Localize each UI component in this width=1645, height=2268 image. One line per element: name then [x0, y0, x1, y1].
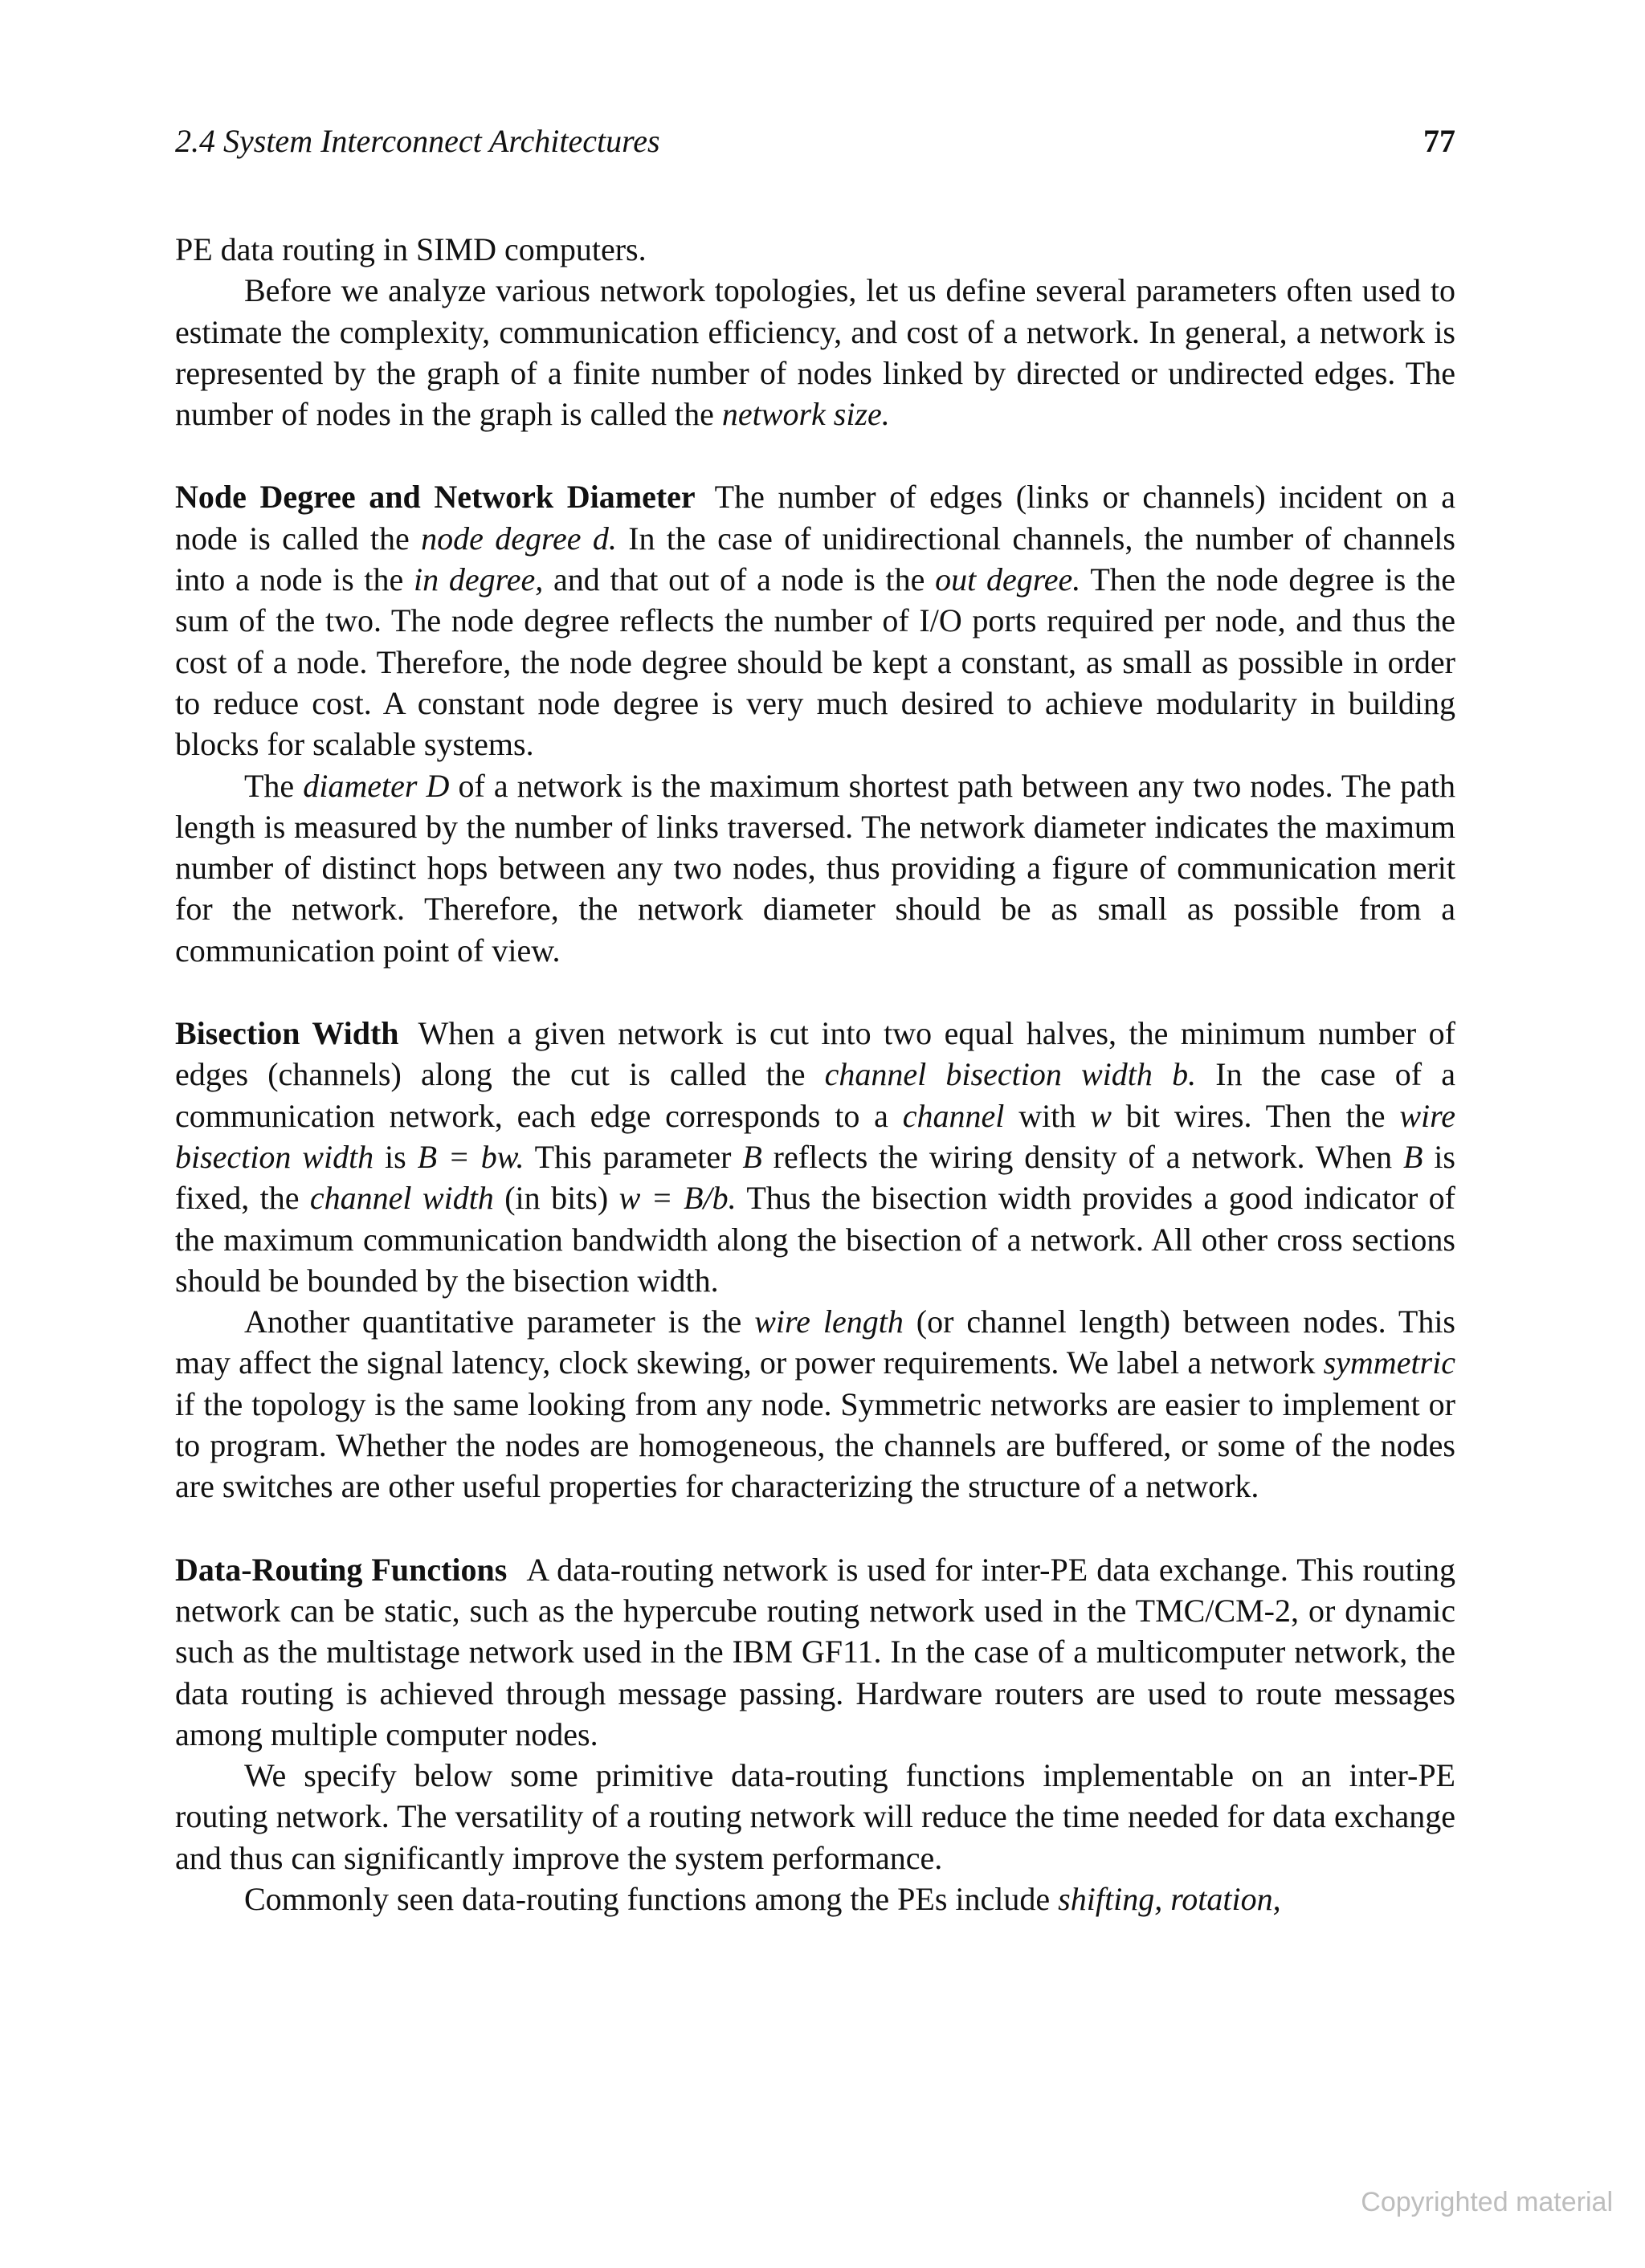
text-run: Commonly seen data-routing functions among the PEs include	[244, 1880, 1059, 1917]
page-number: 77	[1423, 123, 1455, 159]
paragraph	[175, 1301, 1455, 1507]
text-run: reflects the wiring density of a network. When	[761, 1138, 1403, 1175]
text-run: A data-routing network is used for inter-PE data exchange. This routing network can be static, such as the hypercube routing network used in the TMC/CM-2, or dynamic such as the multistage network used in the IBM GF11. In the case of a multicomputer network, the data routing is achieved through message passing. Hardware routers are used to route messages among multiple computer nodes.	[175, 1551, 1455, 1752]
term-diameter: diameter D	[303, 767, 450, 804]
text-run: if the topology is the same looking from any node. Symmetric networks are easier to implement or to program. Whether the nodes are homogeneous, the channels are buffered, or some of the nodes are switches are other useful properties for characterizing the structure of a network.	[175, 1385, 1455, 1505]
math-b: B	[1403, 1138, 1423, 1175]
term-in-degree: in degree,	[414, 561, 544, 598]
section-heading: Bisection Width	[175, 1015, 399, 1052]
math-formula: B = bw.	[417, 1138, 525, 1175]
running-head	[175, 122, 1455, 170]
text-run: bit wires. Then the	[1111, 1097, 1400, 1134]
term-channel-width: channel width	[309, 1180, 494, 1217]
paragraph	[175, 1755, 1455, 1878]
text-run: with	[1004, 1097, 1091, 1134]
text-run: is	[373, 1138, 418, 1175]
term-network-size: network size.	[721, 396, 890, 433]
text-run: (in bits)	[493, 1180, 619, 1217]
text-run: Thus the bisection width provides a good indicator of the maximum communication bandwidth along the bisection of a network. All other cross sections should be bounded by the bisection width.	[175, 1180, 1455, 1299]
paragraph	[175, 1878, 1455, 1919]
paragraph	[175, 1549, 1455, 1755]
paragraph	[175, 229, 1455, 270]
text-run: This parameter	[524, 1138, 743, 1175]
term-channel-bisection-width: channel bisection width b.	[824, 1056, 1197, 1093]
term-node-degree: node degree d.	[421, 520, 617, 557]
math-formula: w = B/b.	[618, 1180, 737, 1217]
term-out-degree: out degree.	[935, 561, 1081, 598]
section-heading: Node Degree and Network Diameter	[175, 479, 696, 516]
body-text	[175, 229, 1455, 1919]
paragraph	[175, 476, 1455, 765]
text-run: PE data routing in SIMD computers.	[175, 231, 647, 267]
term-shifting-rotation: shifting, rotation,	[1058, 1880, 1281, 1917]
text-run: In the case of unidirectional channels, the number of channels into a node is the	[175, 520, 1455, 598]
term-symmetric: symmetric	[1323, 1344, 1455, 1381]
section-heading: Data-Routing Functions	[175, 1551, 508, 1588]
text-run: When a given network is cut into two equal halves, the minimum number of edges (channels) along the cut is called the	[175, 1015, 1455, 1093]
section-title: 2.4 System Interconnect Architectures	[175, 123, 660, 159]
text-run: (or channel length) between nodes. This may affect the signal latency, clock skewing, or power requirements. We label a network	[175, 1303, 1455, 1381]
paragraph	[175, 270, 1455, 434]
term-wire-length: wire length	[754, 1303, 904, 1340]
text-run: In the case of a communication network, each edge corresponds to a	[175, 1056, 1455, 1134]
copyright-watermark: Copyrighted material	[1361, 2187, 1613, 2217]
paragraph	[175, 765, 1455, 971]
text-run: The	[244, 767, 304, 804]
text-run: of a network is the maximum shortest path between any two nodes. The path length is measured by the number of links traversed. The network diameter indicates the maximum number of distinct hops between any two nodes, thus providing a figure of communication merit for the network. Therefore, the network diameter should be as small as possible from a communication point of view.	[175, 767, 1456, 969]
text-run: The number of edges (links or channels) incident on a node is called the	[175, 479, 1455, 557]
math-b: B	[742, 1138, 762, 1175]
text-run: is fixed, the	[175, 1138, 1455, 1217]
text-run: and that out of a node is the	[543, 561, 936, 598]
term-channel: channel	[902, 1097, 1005, 1134]
paragraph	[175, 1013, 1455, 1301]
math-w: w	[1090, 1097, 1112, 1134]
text-run: Another quantitative parameter is the	[244, 1303, 755, 1340]
text-run: We specify below some primitive data-routing functions implementable on an inter-PE routing network. The versatility of a routing network will reduce the time needed for data exchange and thus can significantly improve the system performance.	[175, 1757, 1455, 1876]
text-run: Before we analyze various network topologies, let us define several parameters often used to estimate the complexity, communication efficiency, and cost of a network. In general, a network is represented by the graph of a finite number of nodes linked by directed or undirected edges. The number of nodes in the graph is called the	[175, 272, 1455, 433]
text-run: Then the node degree is the sum of the two. The node degree reflects the number of I/O ports required per node, and thus the cost of a node. Therefore, the node degree should be kept a constant, as small as possible in order to reduce cost. A constant node degree is very much desired to achieve modularity in building blocks for scalable systems.	[175, 561, 1455, 763]
term-wire-bisection-width: wire bisection width	[175, 1097, 1455, 1175]
